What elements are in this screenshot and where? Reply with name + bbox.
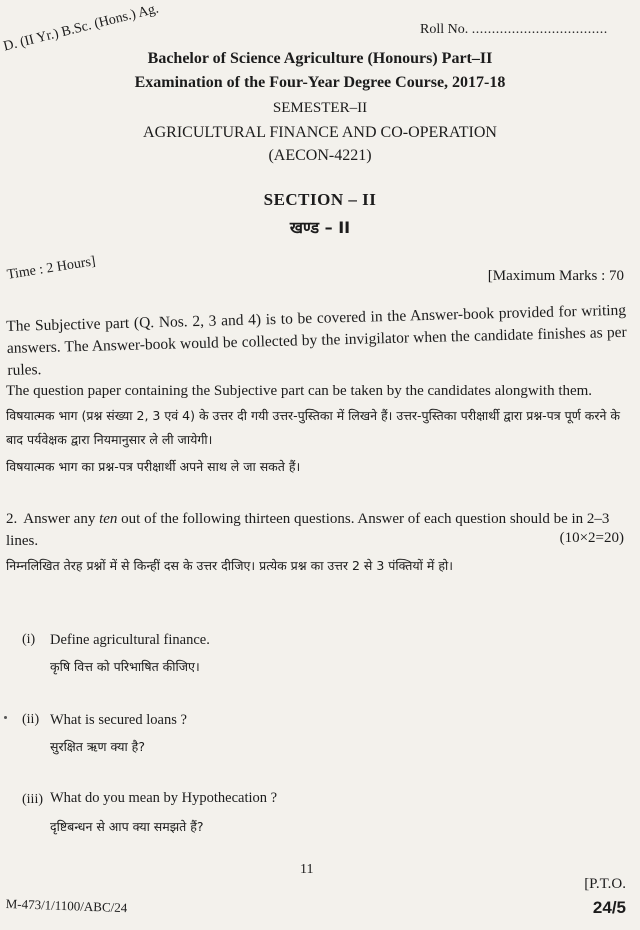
instruction-paragraph-1: The Subjective part (Q. Nos. 2, 3 and 4) is to be covered in the Answer-book provided for writing answers. The Answer-book would be collected by the invigilator when the candidate finishes as per rules. xyxy=(6,301,627,379)
instruction-hindi-1: विषयात्मक भाग (प्रश्न संख्या 2, 3 एवं 4) के उत्तर दी गयी उत्तर-पुस्तिका में लिखने हैं। उत्तर-पुस्तिका परीक्षार्थी द्वारा प्रश्न-पत्र पूर्ण करने के बाद पर्यवेक्षक द्वारा नियमानुसार ले ली जायेगी। xyxy=(6,408,620,447)
sub-question-hindi: सुरक्षित ऋण क्या है? xyxy=(50,739,145,754)
question-number: 2. xyxy=(6,511,18,527)
maximum-marks: [Maximum Marks : 70 xyxy=(487,268,624,284)
sub-question-hindi: दृष्टिबन्धन से आप क्या समझते हैं? xyxy=(50,819,204,834)
question-2-text-end: out of the following thirteen questions. Answer of each question should be in 2–3 lines. xyxy=(6,511,610,549)
question-2-marks: (10×2=20) xyxy=(559,530,624,546)
question-2-hindi: निम्नलिखित तेरह प्रश्नों में से किन्हीं दस के उत्तर दीजिए। प्रत्येक प्रश्न का उत्तर 2 से 3 पंक्तियों में हो। xyxy=(6,558,453,573)
time-allowed: Time : 2 Hours] xyxy=(6,254,97,283)
course-code: D. (II Yr.) B.Sc. (Hons.) Ag. xyxy=(2,1,161,55)
sub-question-english: What is secured loans ? xyxy=(50,712,187,728)
exam-title: Examination of the Four-Year Degree Course, 2017-18 xyxy=(134,74,506,91)
roll-number-label: Roll No. xyxy=(420,22,469,37)
subject-code: (AECON-4221) xyxy=(268,147,372,164)
section-title-hindi: खण्ड – II xyxy=(289,218,351,237)
sub-question-english: Define agricultural finance. xyxy=(50,632,210,648)
question-2-emphasis: ten xyxy=(99,511,118,527)
sub-question-number: (i) xyxy=(22,632,36,647)
semester-label: SEMESTER–II xyxy=(272,100,368,116)
question-2 xyxy=(6,508,624,552)
sub-question-number: (iii) xyxy=(22,792,43,807)
instruction-paragraph-2: The question paper containing the Subjective part can be taken by the candidates alongwith them. xyxy=(6,383,593,399)
instruction-hindi-2: विषयात्मक भाग का प्रश्न-पत्र परीक्षार्थी अपने साथ ले जा सकते हैं। xyxy=(6,459,301,474)
degree-title: Bachelor of Science Agriculture (Honours) Part–II xyxy=(147,50,493,67)
roll-number-blank: .................................. xyxy=(471,22,608,37)
sub-question-number: (ii) xyxy=(22,712,40,727)
paper-code: M-473/1/1100/ABC/24 xyxy=(5,896,128,916)
please-turn-over: [P.T.O. xyxy=(584,876,626,892)
roll-number-field xyxy=(420,22,608,38)
sub-question-english: What do you mean by Hypothecation ? xyxy=(50,790,278,806)
subject-title: AGRICULTURAL FINANCE AND CO-OPERATION xyxy=(143,124,497,141)
page-number: 11 xyxy=(300,862,314,877)
sub-question-hindi: कृषि वित्त को परिभाषित कीजिए। xyxy=(50,659,200,674)
pen-mark xyxy=(4,716,7,719)
section-title: SECTION – II xyxy=(263,190,377,209)
set-number: 24/5 xyxy=(592,898,626,917)
question-2-text-start: Answer any xyxy=(23,511,96,527)
